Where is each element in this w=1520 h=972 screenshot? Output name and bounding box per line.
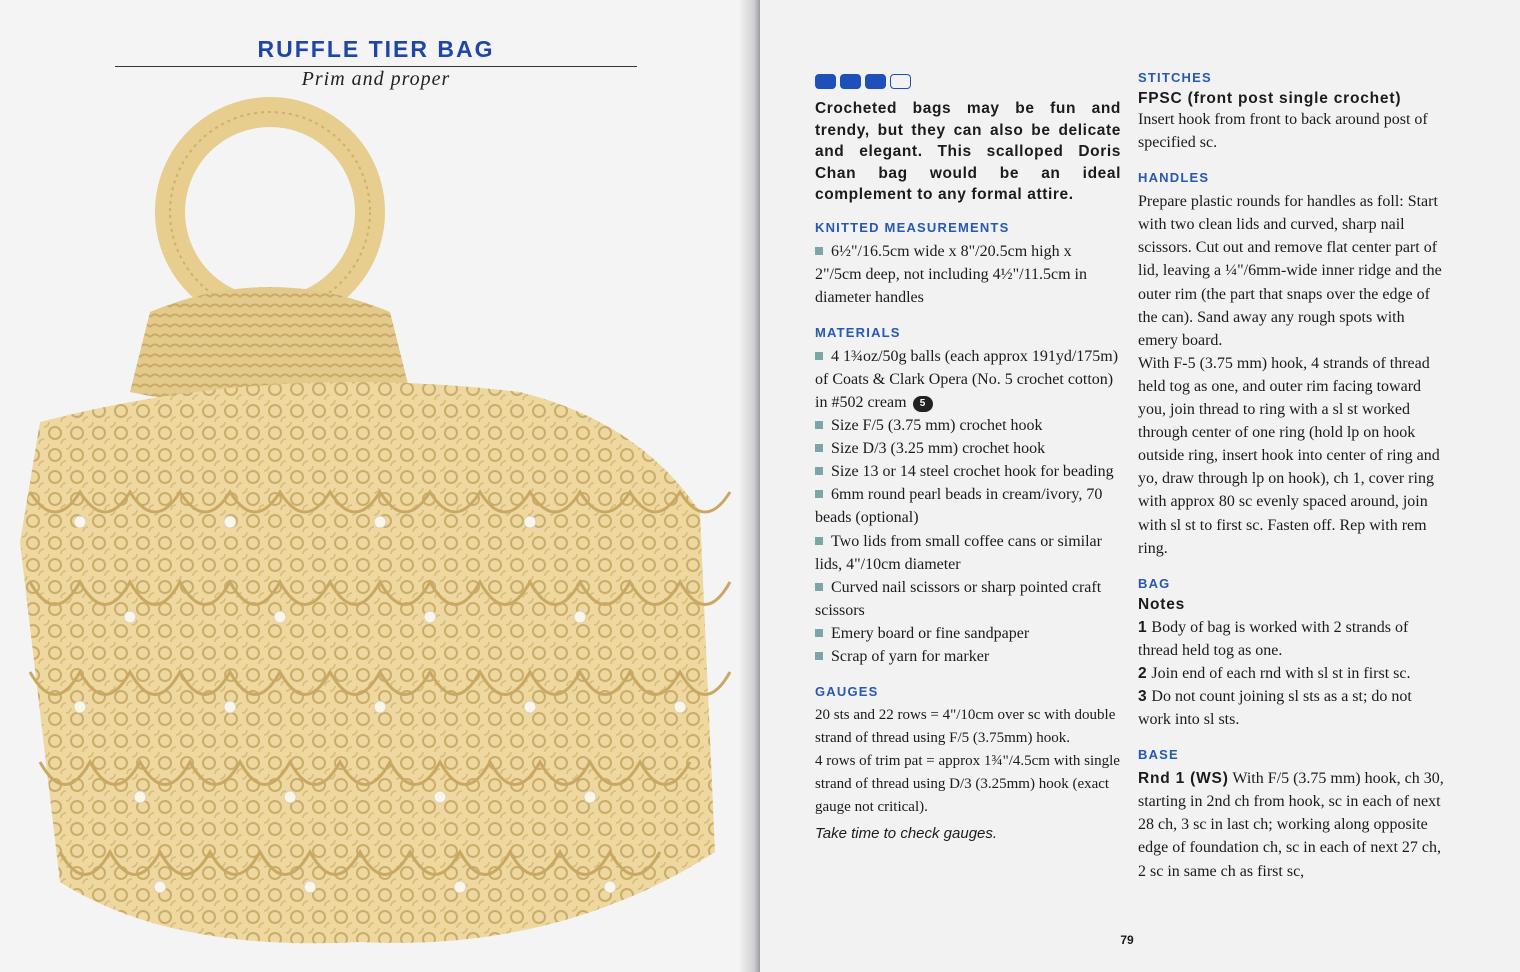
section-heading: BASE (1138, 747, 1179, 763)
page-title: RUFFLE TIER BAG (257, 36, 495, 62)
bullet-icon (815, 352, 823, 360)
bullet-icon (815, 421, 823, 429)
material-item: 6mm round pearl beads in cream/ivory, 70 beads (optional) (815, 486, 1103, 527)
section-heading: HANDLES (1138, 170, 1210, 186)
stitch-description: Insert hook from front to back around post of specified sc. (1138, 111, 1428, 152)
bullet-icon (815, 537, 823, 545)
instructions-column-left (815, 98, 1121, 845)
notes-label: Notes (1138, 595, 1186, 613)
bullet-icon (815, 467, 823, 475)
left-page (0, 0, 752, 972)
bullet-icon (815, 629, 823, 637)
material-item: Two lids from small coffee cans or similar lids, 4"/10cm diameter (815, 532, 1102, 573)
page-number: 79 (1120, 933, 1134, 947)
gauge-note: Take time to check gauges. (815, 824, 998, 842)
section-heading: GAUGES (815, 684, 879, 700)
material-item: Emery board or fine sandpaper (815, 622, 1121, 645)
handles-paragraph: Prepare plastic rounds for handles as foll: Start with two clean lids and curved, sharp nail scissors. Cut out and remove flat center part of lid, leaving a ¼"/6mm-wide inner ridge and the outer rim (the part that snaps over the edge of the can). Sand away any rough spots with emery board. (1138, 193, 1442, 349)
skill-box-empty (890, 74, 911, 89)
title-rule (115, 66, 637, 67)
note-item: 2 Join end of each rnd with sl st in first sc. (1138, 664, 1411, 682)
instructions-column-right (1138, 70, 1444, 883)
material-item: Size D/3 (3.25 mm) crochet hook (815, 437, 1121, 460)
section-heading: STITCHES (1138, 70, 1212, 85)
section-heading: KNITTED MEASUREMENTS (815, 219, 1010, 235)
measurement-item: 6½"/16.5cm wide x 8"/20.5cm high x 2"/5cm deep, not including 4½"/11.5cm in diameter handles (815, 242, 1087, 306)
bullet-icon (815, 247, 823, 255)
base-round: Rnd 1 (WS) With F/5 (3.75 mm) hook, ch 30, starting in 2nd ch from hook, sc in each of next 28 ch, 3 sc in last ch; working along opposite edge of foundation ch, sc in each of next 27 ch, 2 sc in same ch as first sc, (1138, 770, 1444, 880)
skill-box-filled (840, 74, 861, 89)
stitch-term: FPSC (front post single crochet) (1138, 90, 1402, 107)
note-item: 1 Body of bag is worked with 2 strands of thread held tog as one. (1138, 618, 1409, 659)
material-item: Scrap of yarn for marker (815, 645, 1121, 668)
bag-body (20, 382, 715, 943)
gauge-line: 4 rows of trim pat = approx 1¾"/4.5cm with single strand of thread using D/3 (3.25mm) hook (exact gauge not critical). (815, 753, 1120, 816)
intro-paragraph: Crocheted bags may be fun and trendy, but they can also be delicate and elegant. This scalloped Doris Chan bag would be an ideal complement to any formal attire. (815, 100, 1121, 203)
bullet-icon (815, 490, 823, 498)
note-item: 3 Do not count joining sl sts as a st; do not work into sl sts. (1138, 687, 1412, 729)
section-heading: MATERIALS (815, 324, 901, 340)
handle-ring (170, 112, 370, 312)
gauge-line: 20 sts and 22 rows = 4"/10cm over sc with double strand of thread using F/5 (3.75mm) hook. (815, 707, 1116, 747)
yarn-weight-icon: 5 (913, 396, 933, 412)
material-item: Curved nail scissors or sharp pointed craft scissors (815, 578, 1102, 619)
skill-box-filled (865, 74, 886, 89)
page-subtitle: Prim and proper (301, 68, 451, 90)
bullet-icon (815, 444, 823, 452)
skill-level-meter (815, 74, 913, 90)
section-heading: BAG (1138, 575, 1171, 591)
material-item: Size 13 or 14 steel crochet hook for beading (815, 460, 1121, 483)
crochet-bag-photo (0, 92, 740, 972)
skill-box-filled (815, 74, 836, 89)
handles-paragraph: With F-5 (3.75 mm) hook, 4 strands of thread held tog as one, and outer rim facing toward you, join thread to ring with a sl st worked through center of one ring (hold lp on hook outside ring, insert hook into center of ring and yo, draw through lp on hook), ch 1, cover ring with approx 80 sc evenly spaced around, join with sl st to first sc. Fasten off. Rep with rem ring. (1138, 354, 1440, 557)
material-item: Size F/5 (3.75 mm) crochet hook (815, 414, 1121, 437)
material-item: 4 1¾oz/50g balls (each approx 191yd/175m) of Coats & Clark Opera (No. 5 crochet cotton) in #502 cream 5 (815, 347, 1119, 411)
bullet-icon (815, 583, 823, 591)
bullet-icon (815, 652, 823, 660)
